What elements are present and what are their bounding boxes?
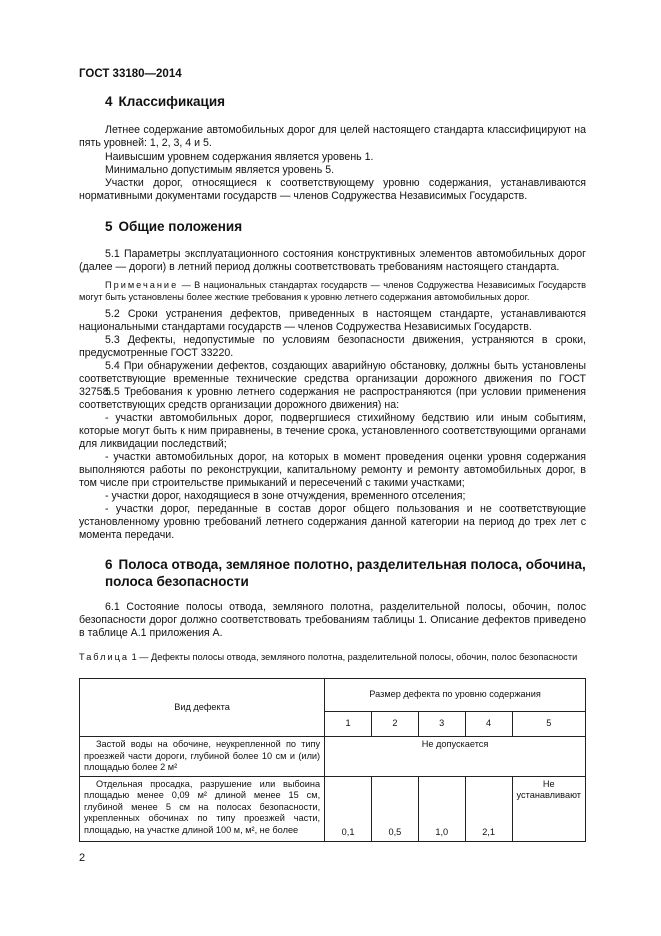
row-2-level-4-value: 2,1 bbox=[465, 776, 512, 841]
table-row bbox=[80, 737, 586, 777]
section-4-paragraph-1: Летнее содержание автомобильных дорог для целей настоящего стандарта классифицируют на пять уровней: 1, 2, 3, 4 и 5. bbox=[79, 124, 586, 149]
section-5-heading bbox=[105, 219, 242, 234]
table-header-row bbox=[80, 679, 586, 712]
row-2-level-1-value: 0,1 bbox=[325, 776, 372, 841]
exception-item-4: - участки дорог, переданные в состав дорог общего пользования и не соответствующие установленному уровню требований летнего содержания данной категории на период до трех лет с момента передачи. bbox=[79, 503, 586, 541]
exception-item-2: - участки автомобильных дорог, на которых в момент проведения оценки уровня содержания выполняются работы по реконструкции, капитальному ремонту и ремонту автомобильных дорог, в том числе при строительстве примыканий и пересечений с такими участками; bbox=[79, 451, 586, 489]
section-6-number: 6 bbox=[105, 557, 113, 572]
clause-5-1: 5.1 Параметры эксплуатационного состояния конструктивных элементов автомобильных дорог (далее — дороги) в летний период должны соответствовать требованиям настоящего стандарта. bbox=[79, 248, 586, 273]
section-4-title: Классификация bbox=[118, 94, 226, 109]
document-header: ГОСТ 33180—2014 bbox=[79, 68, 182, 80]
column-header-defect-size: Размер дефекта по уровню содержания bbox=[325, 679, 586, 712]
column-header-level-2: 2 bbox=[371, 712, 418, 737]
table-caption-label: Таблица bbox=[79, 652, 130, 662]
section-4-paragraph-3: Минимально допустимым является уровень 5. bbox=[105, 164, 335, 176]
section-4-paragraph-4: Участки дорог, относящиеся к соответствующему уровню содержания, устанавливаются нормативными документами государств — членов Содружества Независимых Государств. bbox=[79, 177, 586, 202]
clause-5-3: 5.3 Дефекты, недопустимые по условиям безопасности движения, устраняются в сроки, предусмотренные ГОСТ 33220. bbox=[79, 334, 586, 359]
column-header-defect-type: Вид дефекта bbox=[80, 679, 325, 737]
section-4-heading bbox=[105, 94, 225, 109]
row-1-defect-description: Застой воды на обочине, неукрепленной по типу проезжей части дороги, глубиной более 10 см и (или) площадью более 2 м² bbox=[80, 737, 325, 777]
table-1-caption bbox=[79, 651, 586, 663]
page-number: 2 bbox=[79, 852, 86, 864]
clause-5-5: 5.5 Требования к уровню летнего содержания не распространяются (при условии применения соответствующих средств организации дорожного движения) на: bbox=[79, 386, 586, 411]
column-header-level-3: 3 bbox=[418, 712, 465, 737]
clause-6-1: 6.1 Состояние полосы отвода, земляного полотна, разделительной полосы, обочин, полос безопасности дорог должно соответствовать требованиям таблицы 1. Описание дефектов приведено в таблице А.1 приложения А. bbox=[79, 601, 586, 639]
row-1-value: Не допускается bbox=[325, 737, 586, 777]
section-5-number: 5 bbox=[105, 219, 113, 234]
row-2-defect-description: Отдельная просадка, разрушение или выбоина площадью менее 0,09 м² длиной менее 15 см, глубиной менее 5 см на полосах безопасности, укрепленных обочинах по типу проезжей части, площадью, на участке длиной 100 м, м², не более bbox=[80, 776, 325, 841]
section-6-title-line-1: Полоса отвода, земляное полотно, разделительная полоса, обочина, bbox=[118, 557, 586, 572]
clause-5-4: 5.4 При обнаружении дефектов, создающих аварийную обстановку, должны быть установлены соответствующие временные технические средства организации дорожного движения по ГОСТ 32758. bbox=[79, 360, 586, 398]
exception-item-1: - участки автомобильных дорог, подвергшиеся стихийному бедствию или иным событиям, которые могут быть к ним приравнены, в течение срока, установленного соответствующими органами для ликвидации последствий; bbox=[79, 412, 586, 450]
section-4-paragraph-2: Наивысшим уровнем содержания является уровень 1. bbox=[105, 151, 374, 163]
table-caption-text: 1 — Дефекты полосы отвода, земляного полотна, разделительной полосы, обочин, полос безопасности bbox=[129, 652, 578, 662]
exception-item-3: - участки дорог, находящиеся в зоне отчуждения, временного отселения; bbox=[105, 490, 466, 502]
note-5-1 bbox=[79, 279, 586, 303]
row-2-level-2-value: 0,5 bbox=[371, 776, 418, 841]
column-header-level-4: 4 bbox=[465, 712, 512, 737]
section-4-number: 4 bbox=[105, 94, 113, 109]
table-1 bbox=[79, 678, 586, 842]
section-6-title-line-2: полоса безопасности bbox=[105, 574, 249, 589]
section-6-heading bbox=[105, 556, 586, 590]
note-label: Примечание bbox=[105, 280, 179, 290]
column-header-level-1: 1 bbox=[325, 712, 372, 737]
section-5-title: Общие положения bbox=[118, 219, 243, 234]
table-row bbox=[80, 776, 586, 841]
row-2-level-5-value: Не устанавливают bbox=[512, 776, 586, 841]
column-header-level-5: 5 bbox=[512, 712, 586, 737]
clause-5-2: 5.2 Сроки устранения дефектов, приведенных в настоящем стандарте, устанавливаются национальными стандартами государств — членов Содружества Независимых Государств. bbox=[79, 308, 586, 333]
note-text: — В национальных стандартах государств — членов Содружества Независимых Государств могут быть установлены более жесткие требования к уровню летнего содержания автомобильных дорог. bbox=[79, 280, 586, 302]
row-2-level-3-value: 1,0 bbox=[418, 776, 465, 841]
